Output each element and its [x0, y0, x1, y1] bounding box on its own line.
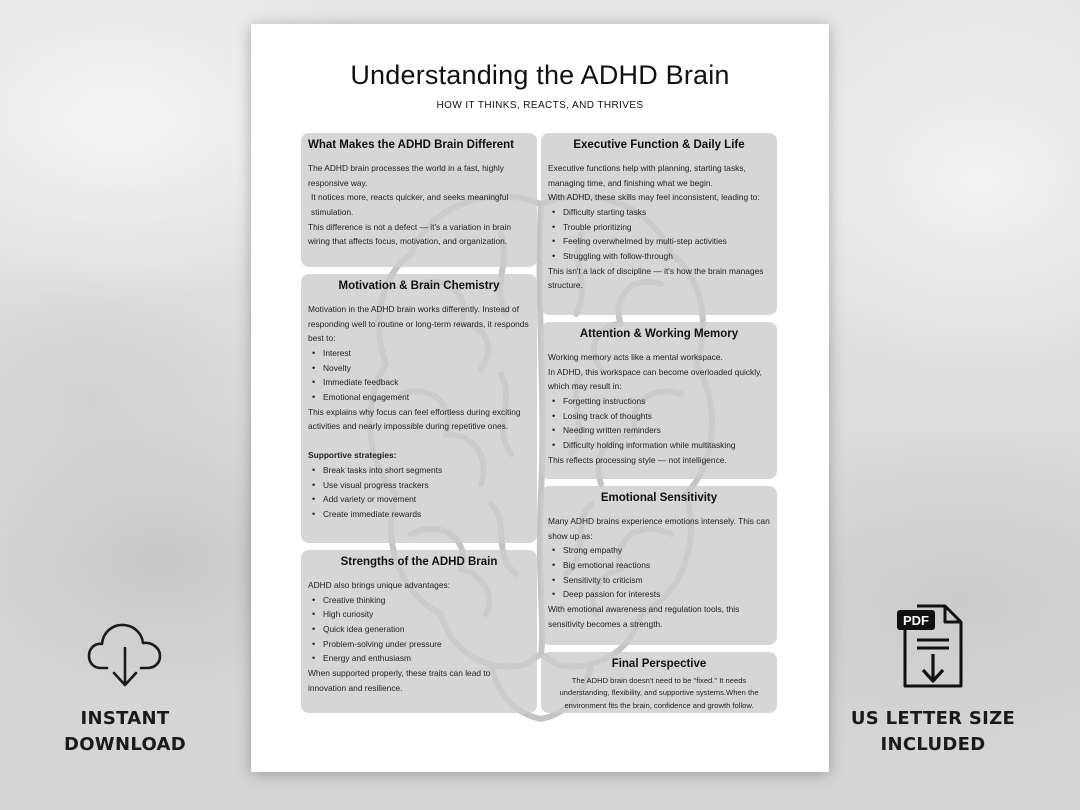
list-item: • Difficulty holding information while multitasking	[548, 438, 770, 453]
list-item: • Novelty	[308, 361, 530, 376]
card-title: Emotional Sensitivity	[600, 492, 718, 504]
strategies-list	[308, 463, 530, 522]
card-title: Final Perspective	[611, 658, 707, 670]
list-item: • Interest	[308, 346, 530, 361]
attention-list	[548, 394, 770, 453]
emotional-list	[548, 543, 770, 602]
us-letter-promo	[848, 600, 1018, 758]
card-brain-different	[301, 133, 537, 267]
list-item: • Trouble prioritizing	[548, 220, 770, 235]
list-item: • Losing track of thoughts	[548, 409, 770, 424]
motivation-list	[308, 346, 530, 405]
paragraph: With ADHD, these skills may feel inconsistent, leading to:	[548, 192, 760, 203]
list-item: • Difficulty starting tasks	[548, 205, 770, 220]
paragraph: In ADHD, this workspace can become overloaded quickly, which may result in:	[548, 366, 762, 392]
list-item: • Create immediate rewards	[308, 507, 530, 522]
paragraph: The ADHD brain processes the world in a fast, highly responsive way.	[308, 162, 504, 188]
paragraph: This difference is not a defect — it's a variation in brain wiring that affects focus, motivation, and organization.	[308, 221, 512, 247]
executive-list	[548, 205, 770, 264]
list-item: • Emotional engagement	[308, 390, 530, 405]
card-executive-function	[541, 133, 777, 315]
list-item: • Forgetting instructions	[548, 394, 770, 409]
paragraph: This isn't a lack of discipline — it's how the brain manages structure.	[548, 265, 764, 291]
pdf-file-icon	[897, 600, 969, 692]
list-item: • Creative thinking	[308, 593, 530, 608]
list-item: • Big emotional reactions	[548, 558, 770, 573]
list-item: • Deep passion for interests	[548, 587, 770, 602]
list-item: • Strong empathy	[548, 543, 770, 558]
card-emotional-sensitivity	[541, 486, 777, 645]
paragraph: When supported properly, these traits can lead to innovation and resilience.	[308, 668, 491, 693]
list-item: • Break tasks into short segments	[308, 463, 530, 478]
card-attention-memory	[541, 322, 777, 479]
paragraph: Working memory acts like a mental workspace.	[548, 351, 723, 362]
list-item: • Struggling with follow-through	[548, 249, 770, 264]
card-title: Strengths of the ADHD Brain	[340, 556, 498, 568]
document-title: Understanding the ADHD Brain	[350, 60, 730, 90]
card-motivation	[301, 274, 537, 543]
list-item: • Use visual progress trackers	[308, 478, 530, 493]
list-item: • Energy and enthusiasm	[308, 651, 530, 666]
card-title: Motivation & Brain Chemistry	[338, 280, 500, 292]
paragraph: Motivation in the ADHD brain works differently. Instead of responding well to routine or long-term rewards, it responds best to:	[308, 303, 529, 344]
pdf-badge-label: PDF	[903, 613, 929, 628]
promo-instant-line1: INSTANT	[80, 708, 170, 729]
list-item: • High curiosity	[308, 607, 530, 622]
paragraph: This reflects processing style — not intelligence.	[548, 454, 727, 465]
document-subtitle: HOW IT THINKS, REACTS, AND THRIVES	[436, 100, 644, 111]
card-title: Executive Function & Daily Life	[573, 139, 745, 151]
document-page	[251, 24, 829, 772]
list-item: • Add variety or movement	[308, 492, 530, 507]
instant-download-promo	[62, 618, 188, 758]
promo-instant-line2: DOWNLOAD	[63, 734, 187, 755]
paragraph: It notices more, reacts quicker, and seeks meaningful stimulation.	[311, 192, 509, 217]
list-item: • Sensitivity to criticism	[548, 573, 770, 588]
paragraph: With emotional awareness and regulation tools, this sensitivity becomes a strength.	[548, 604, 740, 629]
promo-letter-line1: US LETTER SIZE	[850, 708, 1016, 729]
paragraph: Many ADHD brains experience emotions intensely. This can show up as:	[548, 515, 770, 541]
list-item: • Immediate feedback	[308, 375, 530, 390]
strategies-label: Supportive strategies:	[308, 450, 397, 461]
paragraph: This explains why focus can feel effortless during exciting activities and nearly impossible during repetitive ones.	[308, 406, 521, 432]
promo-letter-line2: INCLUDED	[880, 734, 986, 755]
strengths-list	[308, 593, 530, 667]
paragraph: ADHD also brings unique advantages:	[308, 579, 450, 590]
paragraph: Executive functions help with planning, starting tasks, managing time, and finishing what we begin.	[548, 162, 746, 188]
list-item: • Problem-solving under pressure	[308, 637, 530, 652]
card-strengths	[301, 550, 537, 713]
card-title: What Makes the ADHD Brain Different	[308, 139, 514, 151]
list-item: • Feeling overwhelmed by multi-step activities	[548, 234, 770, 249]
list-item: • Quick idea generation	[308, 622, 530, 637]
cloud-download-icon	[85, 618, 165, 690]
paragraph: The ADHD brain doesn't need to be "fixed." It needs understanding, flexibility, and supportive systems.When the environment fits the brain, confidence and growth follow.	[559, 675, 759, 710]
list-item: • Needing written reminders	[548, 423, 770, 438]
card-final-perspective	[541, 652, 777, 713]
card-title: Attention & Working Memory	[579, 328, 739, 340]
